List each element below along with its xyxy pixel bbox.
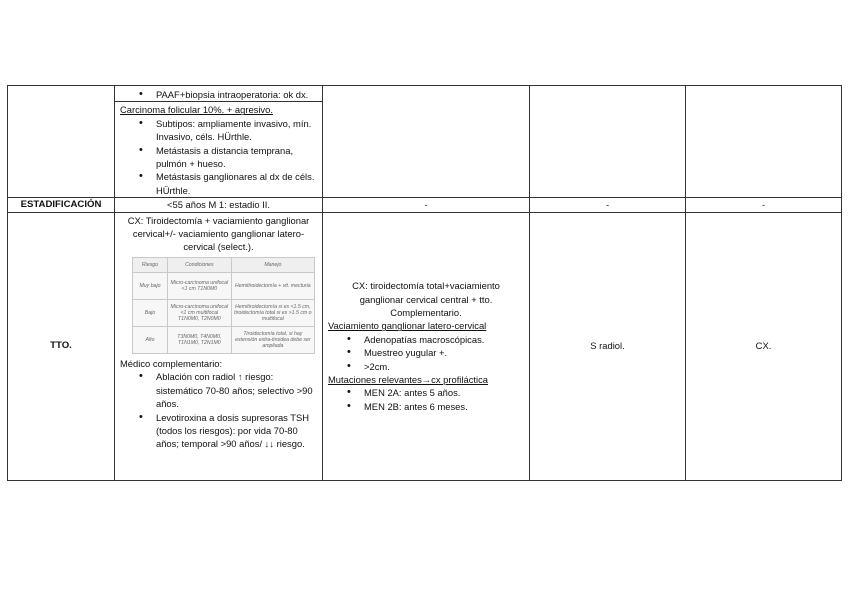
risk-table [132,257,315,354]
vaciamiento-list [328,333,524,373]
list-item: • PAAF+biopsia intraoperatoria: ok dx. [156,88,317,101]
risk-cell: T3N0M0, T4N0M0, T1N1M0, T2N1M0 [168,326,232,353]
follicular-heading: Carcinoma folicular 10%. + agresivo. [120,104,273,116]
risk-header-risk: Riesgo [133,257,168,272]
medico-heading: Médico complementario: [120,357,223,369]
table-row [8,212,842,480]
treatment-col2 [115,212,323,480]
risk-cell: Hemitiroidectomía + vit. mecturia [231,272,314,299]
cx-text: CX: Tiroidectomía + vaciamiento ganglionar cervical+/- vaciamiento ganglionar latero-cervical (select.). [127,214,310,253]
col3-intro: CX: tiroidectomía total+vaciamiento ganglionar cervical central + tto. Complementario. [352,280,500,318]
risk-cell: Hemitiroidectomía si es <1.5 cm, tiroidectomía total si es >1.5 cm o multifocal [231,299,314,326]
list-item: • MEN 2B: antes 6 meses. [364,400,524,413]
treatment-col4: S radiol. [530,212,686,480]
risk-cell: Micro-carcinoma unifocal <1 cm multifocal T1N0M0, T2N0M0 [168,299,232,326]
table-row [8,198,842,212]
list-item: • Adenopatías macroscópicas. [364,333,524,346]
list-item: • >2cm. [364,360,524,373]
table-row [8,86,842,198]
list-item: • Levotiroxina a dosis supresoras TSH (todos los riesgos): por vida 70-80 años; temporal >90 años/ ↓↓ riesgo. [156,411,317,451]
medico-list [120,370,317,450]
mutaciones-heading: Mutaciones relevantes→cx profiláctica [328,373,488,385]
mutaciones-list [328,386,524,413]
summary-table [7,85,842,481]
risk-header-conditions: Condiciones [168,257,232,272]
vaciamiento-heading: Vaciamiento ganglionar latero-cervical [328,320,487,332]
risk-header-management: Manejo [231,257,314,272]
row1-col3-cell [323,86,530,198]
risk-cell: Bajo [133,299,168,326]
risk-cell: Tiroidectomía total, si hay extensión extra-tiroidea debe ser ampliada [231,326,314,353]
treatment-col5: CX. [686,212,842,480]
row1-col4-cell [530,86,686,198]
follicular-list [120,117,317,197]
list-item: • Muestreo yugular +. [364,346,524,359]
treatment-label: TTO. [8,212,115,480]
list-item: • Subtipos: ampliamente invasivo, mín. Invasivo, céls. HÜrthle. [156,117,317,144]
list-item: • MEN 2A: antes 5 años. [364,386,524,399]
staging-col2: <55 años M 1: estadio II. [115,198,323,212]
treatment-col3 [323,212,530,480]
row1-top-list [120,88,317,101]
list-item: • Ablación con radiol ↑ riesgo: sistemático 70-80 años; selectivo >90 años. [156,370,317,410]
staging-col3: - [323,198,530,212]
cell-divider [115,101,322,102]
list-item: • Metástasis ganglionares al dx de céls. HÜrthle. [156,170,317,197]
risk-cell: Muy bajo [133,272,168,299]
list-item: • Metástasis a distancia temprana, pulmón + hueso. [156,144,317,171]
row1-label-cell [8,86,115,198]
risk-cell: Micro-carcinoma unifocal <1 cm T1N0M0 [168,272,232,299]
staging-col5: - [686,198,842,212]
staging-label: ESTADIFICACIÓN [8,198,115,212]
row1-content-cell [115,86,323,198]
staging-col4: - [530,198,686,212]
row1-col5-cell [686,86,842,198]
risk-cell: Alto [133,326,168,353]
